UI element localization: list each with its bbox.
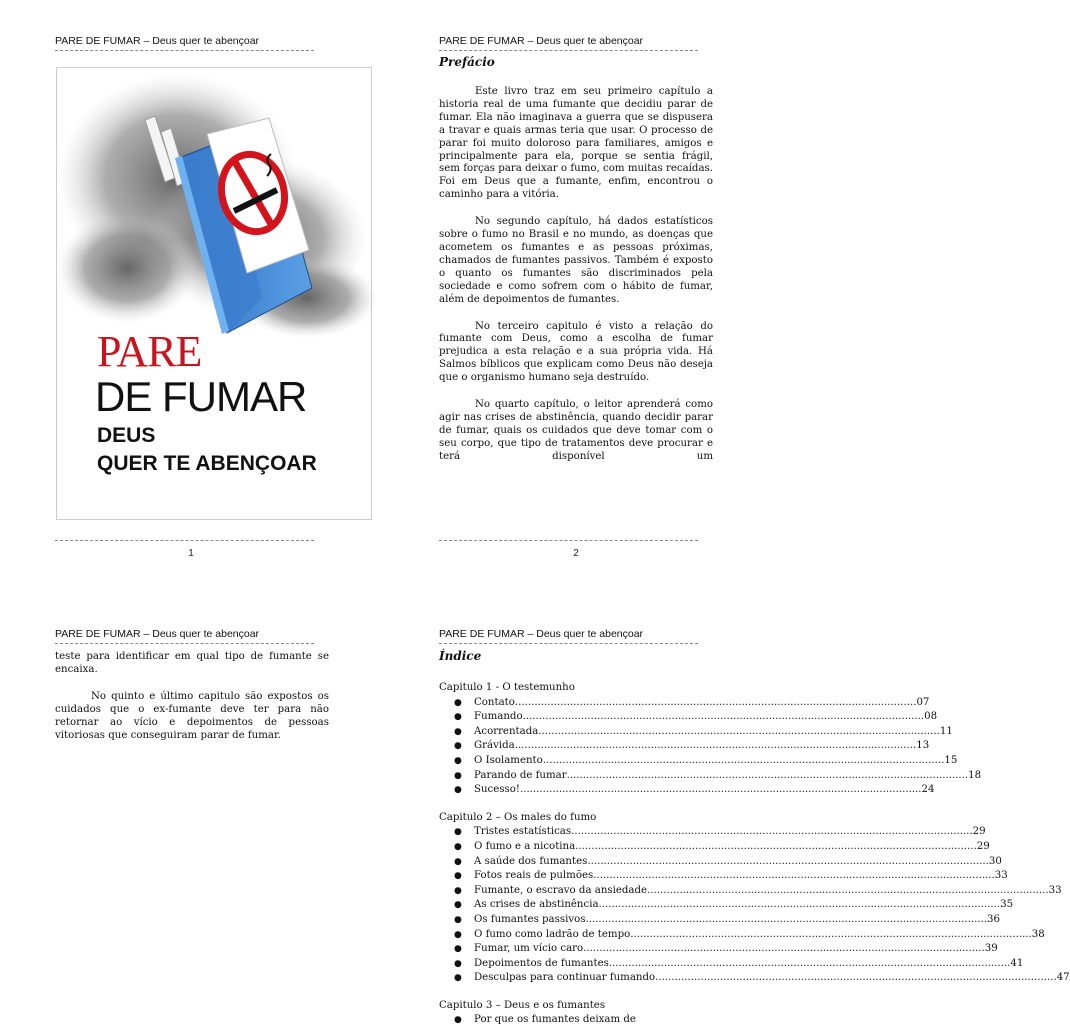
bullet-icon: ● xyxy=(454,900,462,911)
toc-entry[interactable] xyxy=(439,825,986,840)
page-header: PARE DE FUMAR – Deus quer te abençoar xyxy=(55,627,314,644)
toc-entry[interactable] xyxy=(439,869,1008,884)
cigarette-pack-illustration xyxy=(57,68,371,328)
bullet-icon: ● xyxy=(454,856,462,867)
bullet-icon: ● xyxy=(454,841,462,852)
toc-entry-label: As crises de abstinência xyxy=(474,899,599,911)
toc-entry[interactable] xyxy=(439,1013,694,1028)
footer-divider xyxy=(55,540,314,541)
bullet-icon: ● xyxy=(454,827,462,838)
dot-leader: ............................................................................................................................ xyxy=(647,884,1049,896)
bullet-icon: ● xyxy=(454,741,462,752)
toc-entry[interactable] xyxy=(439,725,953,740)
toc-entry-page: 38 xyxy=(1031,928,1045,940)
bullet-icon: ● xyxy=(454,885,462,896)
chapter-title: Capitulo 2 – Os males do fumo xyxy=(439,811,597,823)
toc-entry[interactable] xyxy=(439,855,1002,870)
chapter-spacer xyxy=(439,798,699,811)
toc-entry-page: 11 xyxy=(939,725,953,737)
page-number: 2 xyxy=(573,548,579,559)
dot-leader: ............................................................................................................................ xyxy=(593,870,995,882)
bullet-icon: ● xyxy=(454,697,462,708)
toc-entry[interactable] xyxy=(439,942,998,957)
toc-entry-page: 08 xyxy=(924,711,938,723)
preface-paragraph: No quarto capítulo, o leitor aprenderá como agir nas crises de abstinência, quando decidir parar de fumar, quais os cuidados que deve tomar com o seu corpo, que tipo de tratamentos deve procurar e terá disponível um xyxy=(439,399,713,462)
dot-leader: ............................................................................................................................ xyxy=(598,899,1001,911)
toc-list xyxy=(439,1013,699,1028)
dot-leader: ............................................................................................................................ xyxy=(587,855,989,867)
preface-paragraph: No terceiro capitulo é visto a relação do fumante com Deus, como a escolha de fumar prejudica a esta relação e a sua própria vida. Há Salmos bíblicos que explicam como Deus não deseja que o organismo humano seja destruído. xyxy=(439,320,713,384)
dot-leader: ............................................................................................................................ xyxy=(575,840,977,852)
toc-entry[interactable] xyxy=(439,971,1070,986)
toc-entry-page: 33 xyxy=(994,870,1008,882)
continued-paragraph: teste para identificar em qual tipo de fumante se encaixa. xyxy=(55,651,329,675)
chapter-spacer xyxy=(439,986,699,999)
toc-entry-label: Fotos reais de pulmões xyxy=(474,870,594,882)
toc-entry-page: 35 xyxy=(1000,899,1014,911)
bullet-icon: ● xyxy=(454,785,462,796)
closing-paragraph: No quinto e último capitulo são expostos os cuidados que o ex-fumante deve ter para não retornar ao vício e depoimentos de pessoas vitoriosas que conseguiram parar de fumar. xyxy=(55,690,329,741)
toc-entry[interactable] xyxy=(439,957,1024,972)
toc-entry[interactable] xyxy=(439,884,1062,899)
bullet-icon: ● xyxy=(454,973,462,984)
dot-leader: ............................................................................................................................ xyxy=(522,711,925,723)
dot-leader: ............................................................................................................................ xyxy=(571,826,973,838)
toc-entry-page: 13 xyxy=(916,740,930,752)
toc-entry-page: 41 xyxy=(1010,957,1024,969)
toc-entry-page: 29 xyxy=(976,840,990,852)
index-title: Índice xyxy=(439,649,482,663)
bullet-icon: ● xyxy=(454,770,462,781)
toc-entry-page: 30 xyxy=(988,855,1002,867)
toc-list xyxy=(439,825,1070,986)
dot-leader: ............................................................................................................................ xyxy=(655,972,1057,984)
dot-leader: ............................................................................................................................ xyxy=(514,740,917,752)
toc-entry-page: 33 xyxy=(1048,884,1062,896)
chapter-title: Capitulo 1 - O testemunho xyxy=(439,682,575,693)
page-3-body xyxy=(55,651,329,756)
toc-entry-label: Tristes estatísticas xyxy=(474,826,572,838)
dot-leader: ............................................................................................................................ xyxy=(583,943,985,955)
page-header: PARE DE FUMAR – Deus quer te abençoar xyxy=(439,627,698,644)
toc-entry-page: 47 xyxy=(1056,972,1070,984)
toc-entry[interactable] xyxy=(439,769,982,784)
dot-leader: ............................................................................................................................ xyxy=(585,913,988,925)
toc-entry-page: 24 xyxy=(921,784,935,796)
toc-entry-label: Depoimentos de fumantes xyxy=(474,957,609,969)
toc-entry-page: 18 xyxy=(968,769,982,781)
toc-entry-label: Sucesso! xyxy=(474,784,520,796)
bullet-icon: ● xyxy=(454,958,462,969)
toc-list xyxy=(439,696,982,798)
toc-entry[interactable] xyxy=(439,913,1000,928)
preface-paragraph: Este livro traz em seu primeiro capítulo a historia real de uma fumante que decidiu parar de fumar. Ela não imaginava a guerra que se dispusera a travar e quais armas teria que usar. O processo de parar foi muito doloroso para familiares, amigos e principalmente para ela, porque se sentia frágil, sem forças para deixar o fumo, com muitas recaídas. Foi em Deus que a fumante, enfim, encontrou o caminho para a vitória. xyxy=(439,86,713,201)
bullet-icon: ● xyxy=(454,1015,462,1026)
table-of-contents xyxy=(439,681,1070,1028)
bullet-icon: ● xyxy=(454,914,462,925)
toc-entry[interactable] xyxy=(439,898,1014,913)
toc-entry-label: O fumo como ladrão de tempo xyxy=(474,928,631,940)
toc-entry-page: 39 xyxy=(984,943,998,955)
toc-entry-label: Parando de fumar xyxy=(474,769,567,781)
dot-leader: ............................................................................................................................ xyxy=(566,769,969,781)
toc-entry-label: Desculpas para continuar fumando xyxy=(474,972,656,984)
footer-divider xyxy=(439,540,698,541)
preface-body xyxy=(439,86,713,526)
chapter-title: Capitulo 3 – Deus e os fumantes xyxy=(439,999,606,1011)
dot-leader: ............................................................................................................................ xyxy=(514,696,917,708)
toc-entry[interactable] xyxy=(439,840,990,855)
toc-entry-label: O fumo e a nicotina xyxy=(474,840,576,852)
dot-leader: ............................................................................................................................ xyxy=(542,754,945,766)
toc-entry-page: 15 xyxy=(944,754,958,766)
bullet-icon: ● xyxy=(454,871,462,882)
toc-entry-label: Fumando xyxy=(474,711,523,723)
bullet-icon: ● xyxy=(454,929,462,940)
toc-entry-label: Contato xyxy=(474,696,515,708)
preface-paragraph: No segundo capítulo, há dados estatísticos sobre o fumo no Brasil e no mundo, as doenças que acometem os fumantes e as pessoas próximas, chamados de fumantes passivos. Também é exposto o quanto os fumantes são discriminados pela sociedade e como sofrem com o hábito de fumar, além de depoimentos de fumantes. xyxy=(439,216,713,305)
toc-entry[interactable] xyxy=(439,783,935,798)
toc-entry-label: Os fumantes passivos xyxy=(474,913,586,925)
cover-subtitle-line-2: QUER TE ABENÇOAR xyxy=(97,452,317,475)
bullet-icon: ● xyxy=(454,726,462,737)
toc-entry-page: 36 xyxy=(987,913,1000,925)
toc-entry-page: 29 xyxy=(972,826,986,838)
cover-title-red: PARE xyxy=(97,327,202,376)
page-header: PARE DE FUMAR – Deus quer te abençoar xyxy=(55,34,314,51)
toc-entry[interactable] xyxy=(439,696,930,711)
dot-leader: ............................................................................................................................ xyxy=(538,725,940,737)
book-cover xyxy=(56,67,372,520)
toc-entry-label: Grávida xyxy=(474,740,515,752)
toc-entry[interactable] xyxy=(439,739,930,754)
preface-title: Prefácio xyxy=(439,55,495,69)
toc-entry-label: Fumar, um vício caro xyxy=(474,943,584,955)
cover-title-black: DE FUMAR xyxy=(95,373,307,420)
bullet-icon: ● xyxy=(454,755,462,766)
bullet-icon: ● xyxy=(454,712,462,723)
toc-entry-label: O Isolamento xyxy=(474,754,543,766)
dot-leader: ............................................................................................................................ xyxy=(608,957,1011,969)
toc-entry[interactable] xyxy=(439,754,958,769)
page-number: 1 xyxy=(188,548,194,559)
bullet-icon: ● xyxy=(454,944,462,955)
cover-subtitle-line-1: DEUS xyxy=(97,424,156,447)
toc-entry-label: A saúde dos fumantes xyxy=(474,855,588,867)
toc-entry-label: Acorrentada xyxy=(474,725,539,737)
page-header: PARE DE FUMAR – Deus quer te abençoar xyxy=(439,34,698,51)
toc-entry[interactable] xyxy=(439,710,938,725)
toc-entry-page: 07 xyxy=(916,696,930,708)
dot-leader: ............................................................................................................................ xyxy=(519,784,922,796)
toc-entry-label: Fumante, o escravo da ansiedade xyxy=(474,884,648,896)
dot-leader: ............................................................................................................................ xyxy=(630,928,1032,940)
toc-entry[interactable] xyxy=(439,928,1045,943)
toc-entry-label: Por que os fumantes deixam de xyxy=(474,1014,636,1026)
